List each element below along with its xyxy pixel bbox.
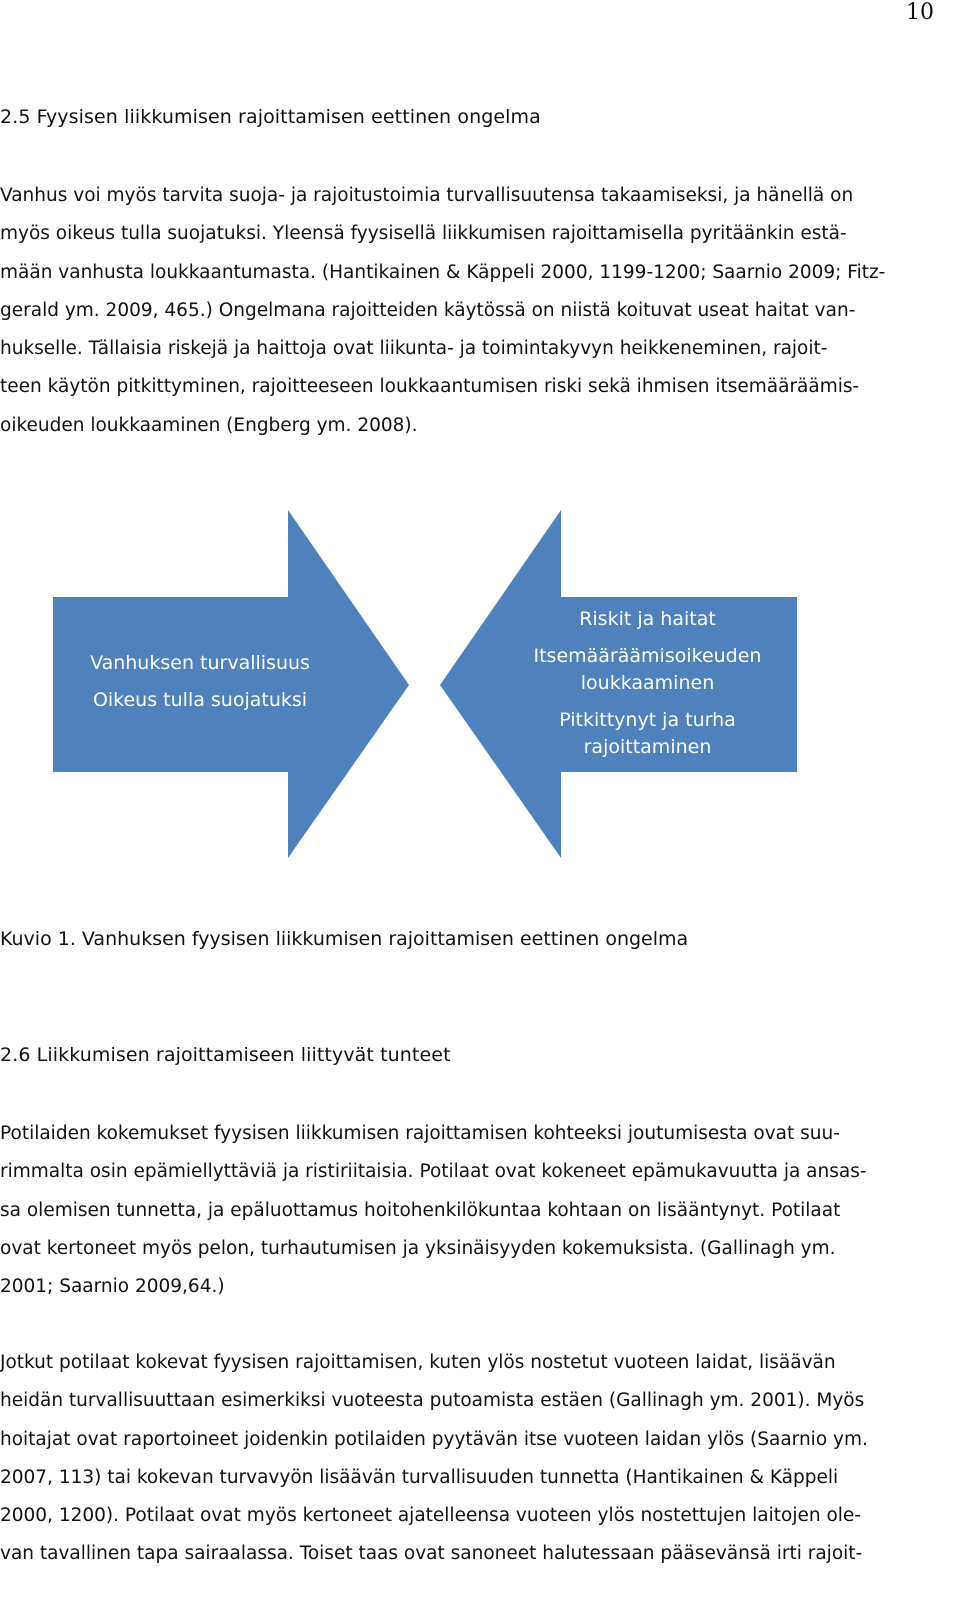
text-line: hoitajat ovat raportoineet joidenkin potilaiden pyytävän itse vuoteen laidan ylös (Saarnio ym. [0, 1428, 868, 1450]
text-line: 2000, 1200). Potilaat ovat myös kertoneet ajatelleensa vuoteen ylös nostettujen laitojen ole- [0, 1505, 861, 1527]
page-number: 10 [906, 0, 934, 25]
paragraph-2-6-second [0, 1344, 935, 1574]
left-arrow-label-safety: Vanhuksen turvallisuus [90, 652, 310, 674]
ethical-dilemma-diagram [50, 510, 810, 860]
text-line: mään vanhusta loukkaantumasta. (Hantikainen & Käppeli 2000, 1199-1200; Saarnio 2009; Fitz- [0, 261, 886, 283]
text-line: teen käytön pitkittyminen, rajoitteeseen loukkaantumisen riski sekä ihmisen itsemääräämis- [0, 376, 860, 398]
text-line: hukselle. Tällaisia riskejä ja haittoja ovat liikunta- ja toimintakyvyn heikkeneminen, rajoit- [0, 338, 828, 360]
right-arrow-text [515, 606, 780, 761]
text-line: 2007, 113) tai kokevan turvavyön lisäävän turvallisuuden tunnetta (Hantikainen & Käppeli [0, 1466, 839, 1488]
text-line: 2001; Saarnio 2009,64.) [0, 1276, 225, 1298]
right-arrow-label-prolonged-restraint: Pitkittynyt ja turha rajoittaminen [559, 709, 736, 758]
left-arrow-text [70, 650, 330, 714]
section-heading-2-5: 2.5 Fyysisen liikkumisen rajoittamisen eettinen ongelma [0, 106, 541, 128]
paragraph-2-5 [0, 177, 935, 445]
left-arrow-label-protection: Oikeus tulla suojatuksi [92, 689, 308, 711]
text-line: Vanhus voi myös tarvita suoja- ja rajoitustoimia turvallisuutensa takaamiseksi, ja hänellä on [0, 185, 854, 206]
text-line: van tavallinen tapa sairaalassa. Toiset taas ovat sanoneet halutessaan pääsevänsä irti rajoit- [0, 1543, 863, 1565]
text-line: Potilaiden kokemukset fyysisen liikkumisen rajoittamisen kohteeksi joutumisesta ovat suu- [0, 1123, 840, 1144]
section-heading-2-6: 2.6 Liikkumisen rajoittamiseen liittyvät tunteet [0, 1044, 451, 1066]
text-line: rimmalta osin epämiellyttäviä ja ristiriitaisia. Potilaat ovat kokeneet epämukavuutta ja ansas- [0, 1161, 867, 1183]
text-line: gerald ym. 2009, 465.) Ongelmana rajoitteiden käytössä on niistä koituvat useat haitat van- [0, 299, 856, 321]
right-arrow-label-self-determination: Itsemääräämisoikeuden loukkaaminen [533, 645, 762, 694]
right-arrow-label-risks: Riskit ja haitat [579, 608, 716, 630]
text-line: heidän turvallisuuttaan esimerkiksi vuoteesta putoamista estäen (Gallinagh ym. 2001). Myös [0, 1390, 865, 1412]
text-line: oikeuden loukkaaminen (Engberg ym. 2008). [0, 414, 418, 436]
paragraph-2-6-first [0, 1115, 935, 1306]
text-line: myös oikeus tulla suojatuksi. Yleensä fyysisellä liikkumisen rajoittamisella pyritäänkin estä- [0, 223, 847, 245]
figure-caption: Kuvio 1. Vanhuksen fyysisen liikkumisen rajoittamisen eettinen ongelma [0, 928, 689, 950]
text-line: sa olemisen tunnetta, ja epäluottamus hoitohenkilökuntaa kohtaan on lisääntynyt. Potilaat [0, 1199, 841, 1221]
text-line: ovat kertoneet myös pelon, turhautumisen ja yksinäisyyden kokemuksista. (Gallinagh ym. [0, 1237, 836, 1259]
text-line: Jotkut potilaat kokevat fyysisen rajoittamisen, kuten ylös nostetut vuoteen laidat, lisäävän [0, 1352, 836, 1373]
